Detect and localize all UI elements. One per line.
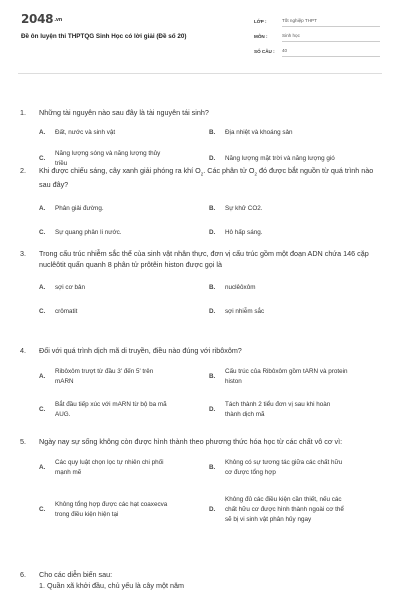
option-letter: D. bbox=[209, 228, 216, 236]
question-number: 4. bbox=[20, 346, 26, 355]
option-text: Sự quang phân li nước. bbox=[55, 228, 122, 236]
question-3 bbox=[20, 248, 380, 321]
question-1 bbox=[20, 107, 380, 172]
option-text: Phân giải đường. bbox=[55, 204, 104, 212]
option-b[interactable] bbox=[209, 365, 379, 389]
option-b[interactable] bbox=[209, 199, 379, 217]
option-letter: C. bbox=[39, 228, 46, 236]
options bbox=[39, 365, 380, 422]
option-letter: B. bbox=[209, 129, 216, 137]
option-d[interactable] bbox=[209, 223, 379, 241]
option-d[interactable] bbox=[209, 303, 379, 321]
option-letter: D. bbox=[209, 155, 216, 163]
option-letter: A. bbox=[39, 129, 46, 137]
option-text: Hô hấp sáng. bbox=[225, 228, 263, 236]
option-b[interactable] bbox=[209, 279, 379, 297]
option-letter: C. bbox=[39, 155, 46, 163]
question-stem bbox=[20, 248, 380, 270]
option-text: Không có sự tương tác giữa các chất hữu cơ được tổng hợp bbox=[225, 459, 343, 476]
option-letter: B. bbox=[209, 284, 216, 292]
option-c[interactable] bbox=[39, 223, 209, 241]
options bbox=[39, 199, 380, 241]
document-title: Đề ôn luyện thi THPTQG Sinh Học có lời giải (Đề số 20) bbox=[21, 33, 187, 40]
question-2 bbox=[20, 165, 380, 241]
question-stem bbox=[20, 569, 380, 580]
question-text: Trong cấu trúc nhiễm sắc thể của sinh vật nhân thực, đơn vị cấu trúc gồm một đoạn ADN chứa 146 cặp nuclêôtit quấn quanh 8 phân tử prôtêin histon được gọi là bbox=[39, 249, 369, 269]
question-line: 1. Quần xã khởi đầu, chủ yếu là cây một năm bbox=[39, 581, 184, 590]
question-text: Những tài nguyên nào sau đây là tài nguyên tái sinh? bbox=[39, 108, 209, 117]
option-text: sợi cơ bản bbox=[55, 284, 85, 292]
meta-key: SỐ CÂU : bbox=[254, 49, 275, 54]
question-number: 1. bbox=[20, 108, 26, 117]
question-6 bbox=[20, 569, 380, 591]
option-letter: B. bbox=[209, 464, 216, 472]
question-number: 3. bbox=[20, 249, 26, 258]
meta-row-class bbox=[254, 14, 380, 29]
question-number: 2. bbox=[20, 166, 26, 175]
option-text: Địa nhiệt và khoáng sản bbox=[225, 129, 293, 137]
option-d[interactable] bbox=[209, 485, 379, 535]
option-letter: C. bbox=[39, 506, 46, 514]
option-letter: B. bbox=[209, 204, 216, 212]
option-c[interactable] bbox=[39, 485, 209, 535]
option-letter: D. bbox=[209, 506, 216, 514]
option-text: Đất, nước và sinh vật bbox=[55, 129, 116, 137]
option-c[interactable] bbox=[39, 398, 209, 422]
options bbox=[39, 279, 380, 321]
question-text: Khi được chiếu sáng, cây xanh giải phóng ra khí $O_2$. Các phân tử $O_2$ đó được bắt nguồn từ quá trình nào sau đây? bbox=[39, 166, 374, 190]
option-text: Sự khử CO2. bbox=[225, 204, 263, 212]
option-letter: D. bbox=[209, 406, 216, 414]
option-a[interactable] bbox=[39, 126, 209, 140]
option-d[interactable] bbox=[209, 398, 379, 422]
option-a[interactable] bbox=[39, 279, 209, 297]
option-text: nuclêôxôm bbox=[225, 284, 256, 292]
option-text: Không đủ các điều kiện cần thiết, nếu các chất hữu cơ được hình thành ngoài cơ thể sẽ bị vi sinh vật phân hủy ngay bbox=[225, 496, 344, 523]
meta-key: MÔN : bbox=[254, 34, 268, 39]
option-text: sợi nhiễm sắc bbox=[225, 308, 265, 316]
option-text: Các quy luật chọn lọc tự nhiên chi phối mạnh mẽ bbox=[55, 459, 164, 476]
meta-value: 40 bbox=[282, 46, 380, 57]
option-c[interactable] bbox=[39, 303, 209, 321]
header-divider bbox=[18, 73, 382, 74]
option-letter: B. bbox=[209, 373, 216, 381]
option-text: Tách thành 2 tiểu đơn vị sau khi hoàn thành dịch mã bbox=[225, 401, 331, 418]
option-letter: A. bbox=[39, 373, 46, 381]
question-stem bbox=[20, 107, 380, 118]
meta-value: Tốt nghiệp THPT bbox=[282, 16, 380, 27]
meta-row-subject bbox=[254, 29, 380, 44]
meta-key: LỚP : bbox=[254, 19, 267, 24]
option-a[interactable] bbox=[39, 199, 209, 217]
question-text: Đối với quá trình dịch mã di truyền, điều nào đúng với ribôxôm? bbox=[39, 346, 242, 355]
site-logo[interactable]: 2048.vn bbox=[21, 12, 63, 26]
meta-row-count bbox=[254, 44, 380, 59]
header bbox=[0, 0, 400, 72]
option-letter: D. bbox=[209, 308, 216, 316]
meta-value: Sinh học bbox=[282, 31, 380, 42]
question-text: Cho các diễn biến sau: bbox=[39, 570, 113, 579]
question-5 bbox=[20, 436, 380, 535]
option-text: Không tổng hợp được các hạt coaxecva trong điều kiện hiện tại bbox=[55, 501, 168, 518]
option-letter: A. bbox=[39, 464, 46, 472]
option-letter: C. bbox=[39, 406, 46, 414]
option-text: Bắt đầu tiếp xúc với mARN từ bộ ba mã AUG. bbox=[55, 401, 167, 418]
option-text: Năng lượng mặt trời và năng lượng gió bbox=[225, 155, 335, 163]
question-stem bbox=[20, 165, 380, 190]
option-a[interactable] bbox=[39, 455, 209, 481]
logo-suffix: .vn bbox=[54, 16, 63, 23]
option-letter: C. bbox=[39, 308, 46, 316]
question-number: 5. bbox=[20, 437, 26, 446]
option-b[interactable] bbox=[209, 126, 379, 140]
option-text: Cấu trúc của Ribôxôm gồm tARN và protein histon bbox=[225, 368, 348, 385]
question-text: Ngày nay sự sống không còn được hình thành theo phương thức hóa học từ các chất vô cơ vì: bbox=[39, 437, 343, 446]
option-letter: A. bbox=[39, 204, 46, 212]
option-text: Ribôxôm trượt từ đầu 3' đến 5' trên mARN bbox=[55, 368, 154, 385]
option-text: Năng lượng sóng và năng lượng thủy triều bbox=[55, 150, 161, 167]
option-a[interactable] bbox=[39, 365, 209, 389]
meta-panel bbox=[254, 14, 380, 59]
options bbox=[39, 455, 380, 535]
option-b[interactable] bbox=[209, 455, 379, 481]
option-text: crômatit bbox=[55, 308, 78, 316]
question-4 bbox=[20, 345, 380, 422]
option-letter: A. bbox=[39, 284, 46, 292]
question-number: 6. bbox=[20, 570, 26, 579]
question-stem bbox=[20, 345, 380, 356]
question-stem bbox=[20, 436, 380, 447]
